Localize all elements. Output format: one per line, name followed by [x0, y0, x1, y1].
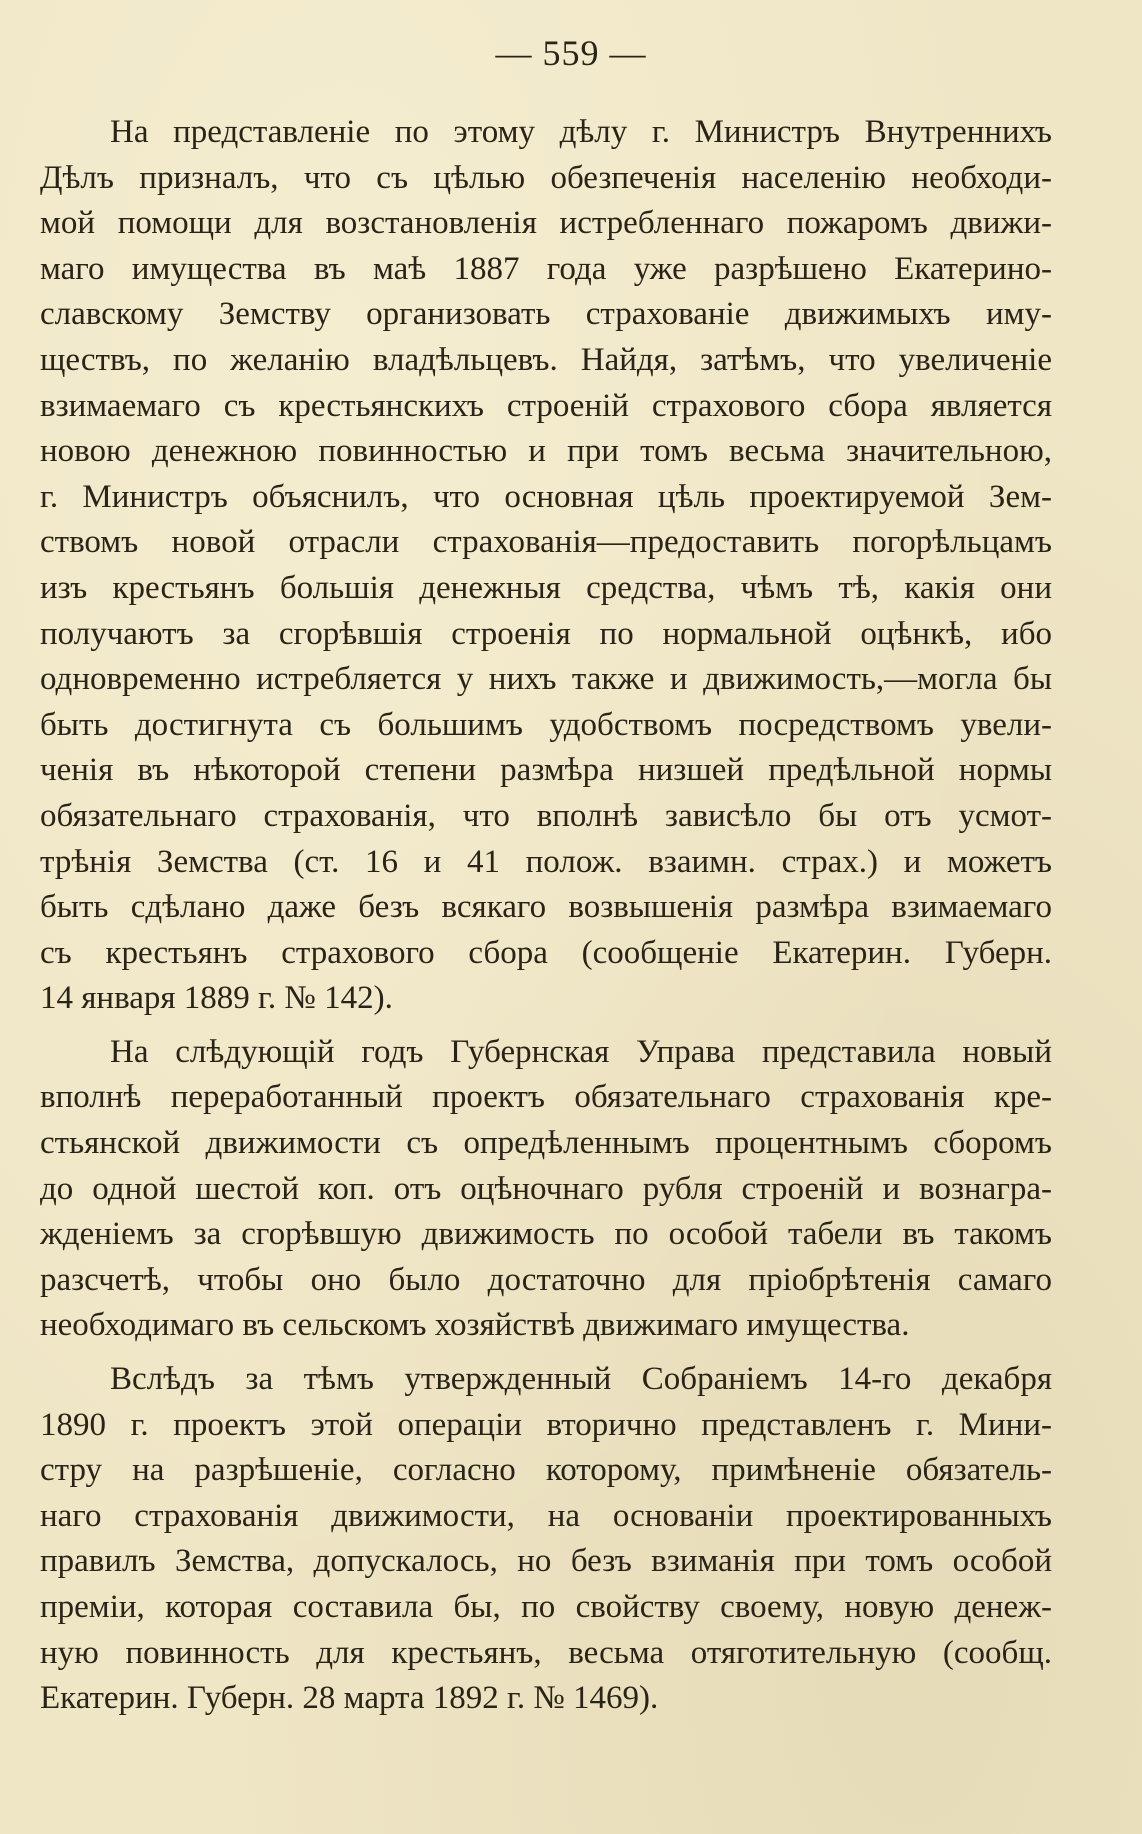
text-line: стру на разрѣшеніе, согласно которому, примѣненіе обязатель-: [40, 1452, 1052, 1489]
text-line: новою денежною повинностью и при томъ весьма значительною,: [40, 433, 1052, 470]
text-line: 14 января 1889 г. № 142).: [40, 980, 393, 1017]
text-line: г. Министръ объяснилъ, что основная цѣль проектируемой Зем-: [40, 478, 1052, 515]
text-line: правилъ Земства, допускалось, но безъ взиманія при томъ особой: [40, 1543, 1052, 1580]
paragraph-3: [40, 1357, 1052, 1722]
text-line: На представленіе по этому дѣлу г. Министръ Внутреннихъ: [110, 114, 1052, 150]
text-line: ченія въ нѣкоторой степени размѣра низшей предѣльной нормы: [40, 752, 1052, 789]
text-line: необходимаго въ сельскомъ хозяйствѣ движимаго имущества.: [40, 1307, 910, 1344]
text-line: стьянской движимости съ опредѣленнымъ процентнымъ сборомъ: [40, 1125, 1052, 1162]
text-line: обязательнаго страхованія, что вполнѣ зависѣло бы отъ усмот-: [40, 797, 1052, 834]
text-line: маго имущества въ маѣ 1887 года уже разрѣшено Екатерино-: [40, 250, 1052, 287]
page-number: — 559 —: [495, 33, 647, 73]
text-line: взимаемаго съ крестьянскихъ строеній страхового сбора является: [40, 387, 1052, 424]
text-line: наго страхованія движимости, на основаніи проектированныхъ: [40, 1497, 1052, 1534]
text-line: быть достигнута съ большимъ удобствомъ посредствомъ увели-: [40, 706, 1052, 743]
body-text: [40, 110, 1052, 1722]
text-line: трѣнія Земства (ст. 16 и 41 полож. взаимн. страх.) и можетъ: [40, 843, 1052, 880]
text-line: вполнѣ переработанный проектъ обязательнаго страхованія кре-: [40, 1079, 1052, 1116]
text-line: ществъ, по желанію владѣльцевъ. Найдя, затѣмъ, что увеличеніе: [40, 341, 1052, 378]
text-line: Вслѣдъ за тѣмъ утвержденный Собраніемъ 14-го декабря: [110, 1361, 1052, 1398]
text-line: быть сдѣлано даже безъ всякаго возвышенія размѣра взимаемаго: [40, 889, 1052, 926]
text-line: разсчетѣ, чтобы оно было достаточно для пріобрѣтенія самаго: [40, 1261, 1052, 1298]
text-line: съ крестьянъ страхового сбора (сообщеніе Екатерин. Губерн.: [40, 934, 1052, 971]
paragraph-2: [40, 1030, 1052, 1349]
text-line: 1890 г. проектъ этой операціи вторично представленъ г. Мини-: [40, 1406, 1052, 1443]
text-line: На слѣдующій годъ Губернская Управа представила новый: [110, 1033, 1052, 1070]
text-line: Дѣлъ призналъ, что съ цѣлью обезпеченія населенію необходи-: [40, 159, 1052, 196]
text-line: преміи, которая составила бы, по свойству своему, новую денеж-: [40, 1589, 1052, 1625]
text-line: жденіемъ за сгорѣвшую движимость по особой табели въ такомъ: [40, 1216, 1052, 1253]
text-line: ствомъ новой отрасли страхованія—предоставить погорѣльцамъ: [40, 524, 1052, 561]
text-line: ную повинность для крестьянъ, весьма отяготительную (сообщ.: [40, 1634, 1052, 1671]
paragraph-1: [40, 110, 1052, 1022]
text-line: одновременно истребляется у нихъ также и движимость,—могла бы: [40, 661, 1052, 698]
text-line: получаютъ за сгорѣвшія строенія по нормальной оцѣнкѣ, ибо: [40, 615, 1052, 652]
text-line: славскому Земству организовать страхованіе движимыхъ иму-: [40, 296, 1052, 333]
text-line: Екатерин. Губерн. 28 марта 1892 г. № 1469).: [40, 1680, 659, 1717]
text-line: изъ крестьянъ большія денежныя средства, чѣмъ тѣ, какія они: [40, 569, 1052, 606]
text-line: мой помощи для возстановленія истребленнаго пожаромъ движи-: [40, 205, 1052, 242]
text-line: до одной шестой коп. отъ оцѣночнаго рубля строеній и вознагра-: [40, 1170, 1052, 1207]
